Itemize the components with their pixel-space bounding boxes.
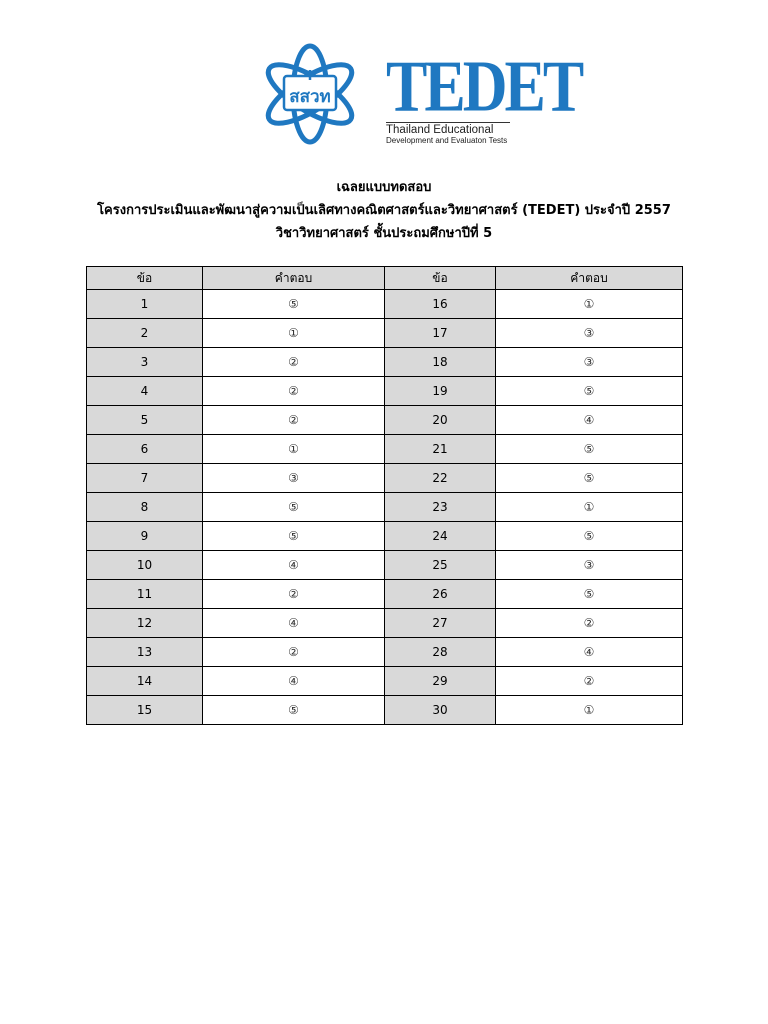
answer-cell: ⑤ <box>496 435 683 464</box>
heading-line-1: เฉลยแบบทดสอบ <box>336 180 432 195</box>
heading-line-2: โครงการประเมินและพัฒนาสู่ความเป็นเลิศทางคณิตศาสตร์และวิทยาศาสตร์ (TEDET) ประจำปี 2557 <box>97 203 671 218</box>
table-row <box>87 609 683 638</box>
answer-cell: ② <box>496 609 683 638</box>
answer-cell: ⑤ <box>203 696 385 725</box>
question-number-cell: 21 <box>385 435 496 464</box>
table-row <box>87 696 683 725</box>
document-heading <box>0 176 768 245</box>
tedet-title: TEDET <box>386 46 582 127</box>
question-number-cell: 10 <box>87 551 203 580</box>
table-row <box>87 406 683 435</box>
question-number-cell: 25 <box>385 551 496 580</box>
tedet-logo <box>386 46 582 146</box>
question-number-cell: 20 <box>385 406 496 435</box>
table-row <box>87 522 683 551</box>
answer-cell: ② <box>203 638 385 667</box>
question-number-cell: 12 <box>87 609 203 638</box>
question-number-cell: 7 <box>87 464 203 493</box>
table-row <box>87 580 683 609</box>
answer-cell: ① <box>203 435 385 464</box>
answer-cell: ⑤ <box>496 377 683 406</box>
table-row <box>87 638 683 667</box>
answer-cell: ② <box>203 348 385 377</box>
answer-cell: ④ <box>203 667 385 696</box>
table-row <box>87 464 683 493</box>
ipst-logo-text: สสวท <box>289 87 331 107</box>
answer-cell: ⑤ <box>496 464 683 493</box>
question-number-cell: 30 <box>385 696 496 725</box>
question-number-cell: 24 <box>385 522 496 551</box>
ipst-atom-logo <box>258 40 362 148</box>
answer-cell: ④ <box>203 551 385 580</box>
question-number-cell: 22 <box>385 464 496 493</box>
table-row <box>87 435 683 464</box>
answer-cell: ④ <box>496 406 683 435</box>
question-number-cell: 6 <box>87 435 203 464</box>
question-number-cell: 23 <box>385 493 496 522</box>
answer-cell: ⑤ <box>203 290 385 319</box>
answer-cell: ⑤ <box>203 493 385 522</box>
table-row <box>87 667 683 696</box>
question-number-cell: 19 <box>385 377 496 406</box>
header-logos <box>258 40 582 150</box>
question-number-cell: 15 <box>87 696 203 725</box>
question-number-cell: 2 <box>87 319 203 348</box>
answer-cell: ② <box>203 377 385 406</box>
answer-key-table <box>86 266 683 725</box>
answer-cell: ④ <box>203 609 385 638</box>
answer-cell: ③ <box>496 319 683 348</box>
answer-cell: ① <box>496 696 683 725</box>
answer-cell: ② <box>203 406 385 435</box>
question-number-cell: 3 <box>87 348 203 377</box>
table-row <box>87 551 683 580</box>
header-answer-left: คำตอบ <box>203 267 385 290</box>
answer-cell: ⑤ <box>496 522 683 551</box>
answer-cell: ① <box>496 290 683 319</box>
question-number-cell: 9 <box>87 522 203 551</box>
answer-table-body <box>87 290 683 725</box>
answer-cell: ① <box>496 493 683 522</box>
question-number-cell: 14 <box>87 667 203 696</box>
table-header-row <box>87 267 683 290</box>
heading-line-3: วิชาวิทยาศาสตร์ ชั้นประถมศึกษาปีที่ 5 <box>275 226 493 241</box>
answer-cell: ② <box>496 667 683 696</box>
table-row <box>87 377 683 406</box>
tedet-subtitle-line1: Thailand Educational <box>386 122 510 136</box>
answer-cell: ② <box>203 580 385 609</box>
table-row <box>87 493 683 522</box>
answer-cell: ⑤ <box>496 580 683 609</box>
header-answer-right: คำตอบ <box>496 267 683 290</box>
question-number-cell: 18 <box>385 348 496 377</box>
question-number-cell: 26 <box>385 580 496 609</box>
question-number-cell: 29 <box>385 667 496 696</box>
answer-cell: ③ <box>496 348 683 377</box>
answer-cell: ③ <box>203 464 385 493</box>
question-number-cell: 13 <box>87 638 203 667</box>
header-question-right: ข้อ <box>385 267 496 290</box>
tedet-subtitle-line2: Development and Evaluaton Tests <box>386 136 508 145</box>
answer-cell: ⑤ <box>203 522 385 551</box>
header-question-left: ข้อ <box>87 267 203 290</box>
question-number-cell: 28 <box>385 638 496 667</box>
table-row <box>87 290 683 319</box>
table-row <box>87 348 683 377</box>
answer-cell: ① <box>203 319 385 348</box>
answer-cell: ③ <box>496 551 683 580</box>
question-number-cell: 5 <box>87 406 203 435</box>
answer-cell: ④ <box>496 638 683 667</box>
question-number-cell: 27 <box>385 609 496 638</box>
question-number-cell: 8 <box>87 493 203 522</box>
question-number-cell: 1 <box>87 290 203 319</box>
question-number-cell: 17 <box>385 319 496 348</box>
question-number-cell: 11 <box>87 580 203 609</box>
question-number-cell: 4 <box>87 377 203 406</box>
table-row <box>87 319 683 348</box>
question-number-cell: 16 <box>385 290 496 319</box>
